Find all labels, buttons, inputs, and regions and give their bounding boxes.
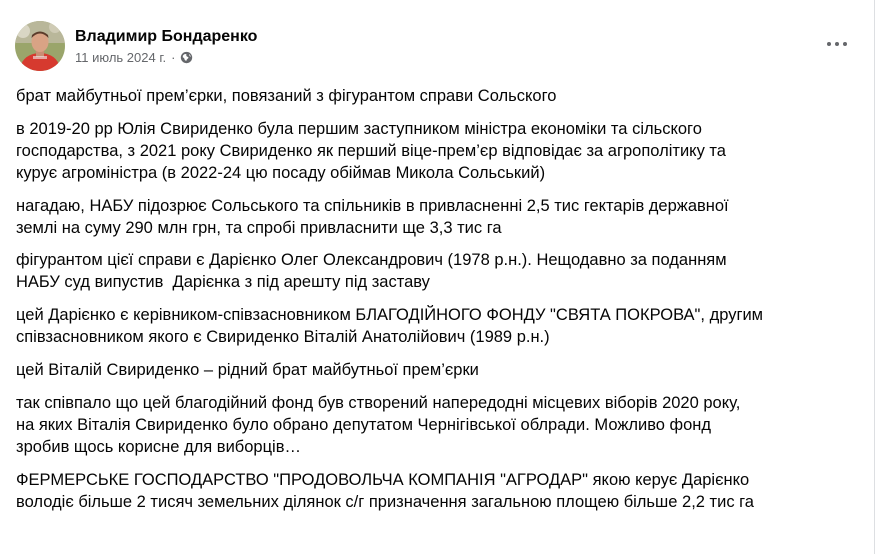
post-meta [75,27,257,66]
post-paragraph: фігурантом цієї справи є Дарієнко Олег Олександрович (1978 р.н.). Нещодавно за поданням НАБУ суд випустив Дарієнка з під арешту під заставу [16,251,727,292]
post-paragraph: цей Дарієнко є керівником-співзасновником БЛАГОДІЙНОГО ФОНДУ "СВЯТА ПОКРОВА", другим співзасновником якого є Свириденко Віталій Анатолійович (1989 р.н.) [16,306,764,347]
more-horizontal-icon-dot [843,42,847,46]
avatar-image [15,21,65,71]
post-body [16,86,866,525]
post-paragraph: в 2019-20 рр Юлія Свириденко була першим заступником міністра економіки та сільского господарства, з 2021 року Свириденко як перший віце-прем’єр відповідає за агрополітику та курує агроміністра (в 2022-24 цю посаду обіймав Микола Сольський) [16,119,726,182]
post-paragraph: нагадаю, НАБУ підозрює Сольського та спільників в привласненні 2,5 тис гектарів державної землі на суму 290 млн грн, та спробі привласнити ще 3,3 тис га [16,196,729,237]
separator-dot: · [171,49,176,65]
post-paragraph: ФЕРМЕРСЬКЕ ГОСПОДАРСТВО "ПРОДОВОЛЬЧА КОМПАНІЯ "АГРОДАР" якою керує Дарієнко володіє більше 2 тисяч земельних ділянок с/г призначення загальною площею більше 2,2 тис га [16,470,754,511]
more-horizontal-icon-dot [835,42,839,46]
more-options-button[interactable] [821,34,853,54]
more-horizontal-icon-dot [827,42,831,46]
post-date[interactable]: 11 июль 2024 г. [75,49,167,65]
post-paragraph: брат майбутньої прем’єрки, повязаний з фігурантом справи Сольского [16,87,557,105]
post-paragraph: так співпало що цей благодійний фонд був створений напередодні місцевих віборів 2020 року, на яких Віталія Свириденко було обрано депутатом Чернігівської облради. Можливо фонд зробив щось корисне для виборців… [16,393,741,456]
avatar[interactable] [15,21,65,71]
globe-icon[interactable] [180,51,193,64]
post-paragraph: цей Віталій Свириденко – рідний брат майбутньої прем’єрки [16,361,479,380]
post-subline [75,50,257,66]
post-header [15,21,257,71]
author-name[interactable]: Владимир Бондаренко [75,27,258,45]
